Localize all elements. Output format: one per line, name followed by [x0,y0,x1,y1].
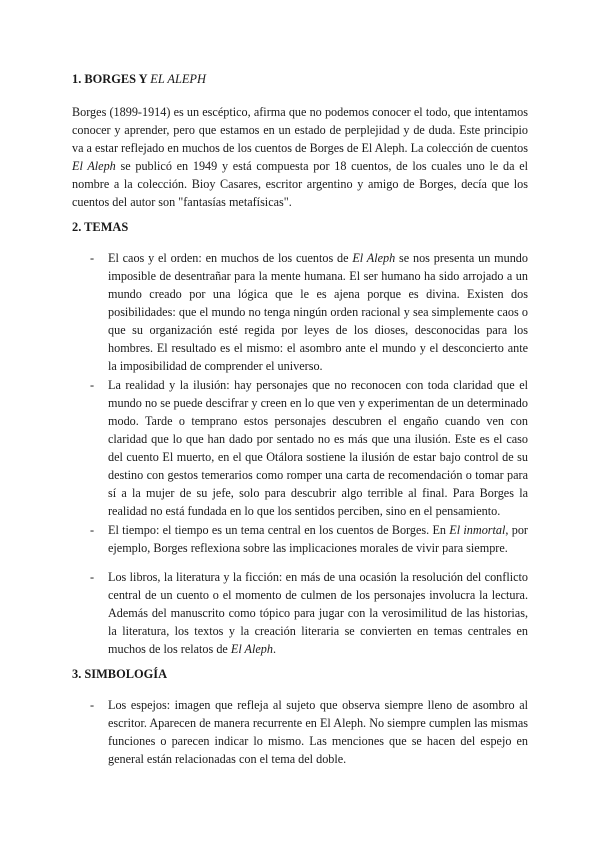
text-run: Borges (1899-1914) es un escéptico, afirma que no podemos conocer el todo, que intentamos conocer y aprender, pero que estamos en un estado de perplejidad y de duda. Este principio va a estar reflejado en muchos de los cuentos de Borges de El Aleph. La colección de cuentos [72,105,528,155]
bullet-dash: - [90,523,95,537]
list-item-text [108,376,528,520]
heading-number: 1. BORGES Y [72,72,148,86]
text-run: El caos y el orden: en muchos de los cuentos de [108,251,353,265]
section-heading-temas: 2. TEMAS [72,220,129,234]
heading-italic-title: EL ALEPH [150,72,206,86]
text-run: . [272,642,277,656]
list-item-text [108,521,528,557]
italic-title: El inmortal [449,523,506,537]
text-run: Los espejos: imagen que refleja al sujeto que observa siempre lleno de asombro al escritor. Aparecen de manera recurrente en El Aleph. No siempre cumplen las mismas funciones o parecen indicar lo mismo. Las menciones que se hacen del espejo en general están relacionadas con el tema del doble. [108,698,528,766]
list-item-text [108,249,528,375]
text-run: se publicó en 1949 y está compuesta por 18 cuentos, de los cuales uno le da el nombre a la colección. Bioy Casares, escritor argentino y amigo de Borges, decía que los cuentos del autor son "fantasías metafísicas". [72,159,528,209]
italic-title: El Aleph [352,251,396,265]
bullet-dash: - [90,570,95,584]
section-heading-borges [72,70,206,88]
bullet-dash: - [90,251,95,265]
section-heading-simbologia: 3. SIMBOLOGÍA [72,667,168,681]
bullet-dash: - [90,698,95,712]
text-run: La realidad y la ilusión: hay personajes que no reconocen con toda claridad que el mundo no se puede descifrar y creen en lo que ven y experimentan de un determinado modo. Tarde o temprano estos personajes descubren el engaño cuando ven con claridad que lo que han dado por sentado no es más que una ilusión. Este es el caso del cuento El muerto, en el que Otálora sostiene la ilusión de estar bajo control de su destino con gestos temerarios como romper una carta de recomendación o tomar para sí a la mujer de su jefe, solo para descubrir algo terrible al final. Para Borges la realidad no está fundada en lo que los sentidos perciben, sino en el pensamiento. [108,378,528,518]
list-item-text [108,568,528,658]
text-run: , por ejemplo, Borges reflexiona sobre las implicaciones morales de vivir para siempre. [108,523,528,555]
text-run: El tiempo: el tiempo es un tema central en los cuentos de Borges. En [108,523,450,537]
italic-title: El Aleph [72,159,116,173]
text-run: Los libros, la literatura y la ficción: en más de una ocasión la resolución del conflicto central de un cuento o el momento de culmen de los personajes involucra la lectura. Además del manuscrito como tópico para jugar con la verosimilitud de las historias, la literatura, los textos y la creación literaria se convierten en temas centrales en muchos de los relatos de [108,570,528,656]
italic-title: El Aleph [230,642,273,656]
bullet-dash: - [90,378,95,392]
text-run: se nos presenta un mundo imposible de desentrañar para la mente humana. El ser humano ha sido arrojado a un mundo creado por una lógica que le es ajena porque es divina. Existen dos posibilidades: que el mundo no tenga ningún orden racional y sea simplemente caos o que su organización esté regida por leyes de los dioses, desconocidas para los hombres. El resultado es el mismo: el asombro ante el mundo y el desconcierto ante la imposibilidad de comprender el universo. [108,251,528,373]
list-item-text [108,696,528,768]
intro-paragraph [72,103,528,211]
